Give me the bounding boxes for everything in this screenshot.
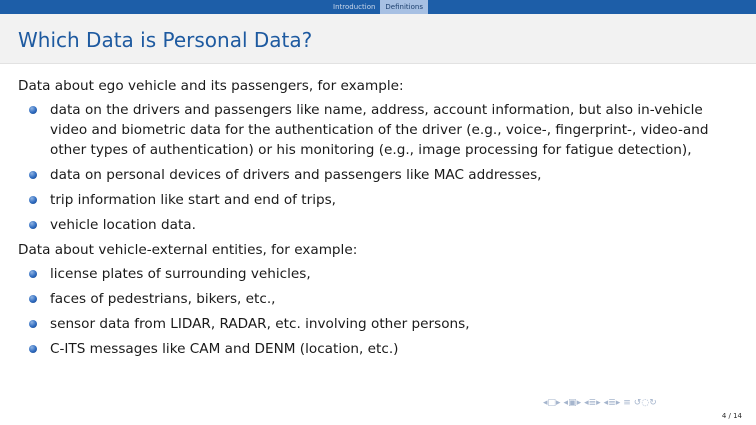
slide-content	[18, 76, 734, 364]
slide-title: Which Data is Personal Data?	[18, 28, 313, 52]
search-icon[interactable]: ≡	[623, 398, 631, 408]
beamer-navigation-symbols	[543, 398, 657, 408]
page-number: 4 / 14	[721, 412, 742, 420]
list-item-text: C-ITS messages like CAM and DENM (location, etc.)	[50, 341, 399, 357]
list-item-text: data on personal devices of drivers and passengers like MAC addresses,	[50, 167, 542, 183]
bullet-icon	[29, 106, 37, 114]
list-item-text: faces of pedestrians, bikers, etc.,	[50, 291, 276, 307]
list-item-text: data on the drivers and passengers like name, address, account information, but also in-vehicle video and biometric data for the authentication of the driver (e.g., voice-, fingerprint-, video-and other types of authentication) or his monitoring (e.g., image processing for fatigue detection),	[50, 102, 709, 158]
list-item	[18, 264, 734, 284]
list-item	[18, 339, 734, 359]
list-item	[18, 215, 734, 235]
list-item	[18, 289, 734, 309]
bullet-icon	[29, 270, 37, 278]
bullet-icon	[29, 320, 37, 328]
list-item-text: trip information like start and end of trips,	[50, 192, 337, 208]
next-frame-icon[interactable]: ◂≣▸	[584, 398, 601, 408]
list-item-text: vehicle location data.	[50, 217, 196, 233]
external-entities-data-list	[18, 264, 734, 359]
list-item-text: license plates of surrounding vehicles,	[50, 266, 311, 282]
first-frame-icon[interactable]: ◂□▸	[543, 398, 561, 408]
list-item-text: sensor data from LIDAR, RADAR, etc. involving other persons,	[50, 316, 470, 332]
frame-title-bar	[0, 14, 756, 64]
nav-section-introduction[interactable]: Introduction	[333, 3, 376, 11]
bullet-icon	[29, 171, 37, 179]
ego-vehicle-data-list	[18, 100, 734, 235]
bullet-icon	[29, 221, 37, 229]
bullet-icon	[29, 345, 37, 353]
bullet-icon	[29, 295, 37, 303]
list-item	[18, 314, 734, 334]
prev-frame-icon[interactable]: ◂▣▸	[563, 398, 582, 408]
bullet-icon	[29, 196, 37, 204]
last-frame-icon[interactable]: ◂≣▸	[603, 398, 621, 408]
section-navigation-bar	[0, 0, 756, 14]
nav-section-definitions[interactable]: Definitions	[380, 0, 428, 14]
list-item	[18, 190, 734, 210]
loop-icon[interactable]: ↺◌↻	[633, 398, 657, 408]
list-item	[18, 165, 734, 185]
group-intro-external-entities: Data about vehicle-external entities, for example:	[18, 242, 358, 258]
group-intro-ego-vehicle: Data about ego vehicle and its passengers, for example:	[18, 78, 404, 94]
list-item	[18, 100, 734, 160]
